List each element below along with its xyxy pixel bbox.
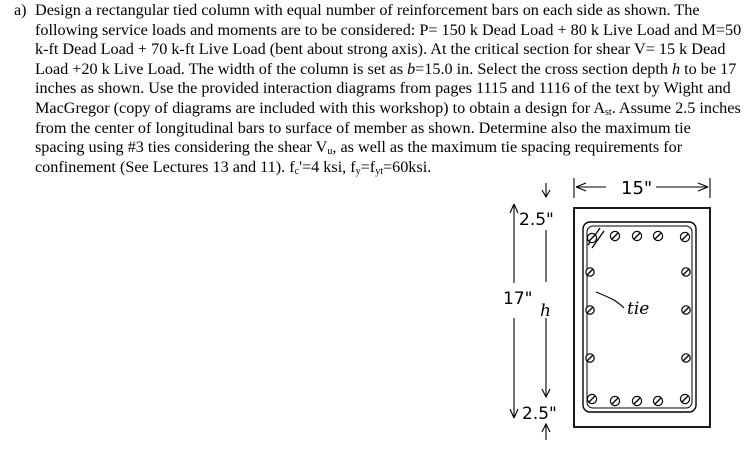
depth-variable-label: h (540, 301, 551, 321)
depth-label: 17" (503, 289, 533, 309)
top-arrow (542, 183, 550, 197)
width-variable: b (407, 59, 416, 78)
fc-subscript: c (294, 165, 300, 177)
text-part-7: =f (360, 157, 376, 176)
tie-leader (596, 292, 624, 308)
text-part-1: Design a rectangular tied column with equal number of reinforcement bars on each side as shown. The following service loads and moments are to be considered: P= 150 k Dead Load + 80 k Live Load and M=50 k-ft Dead Load + 70 k-ft Live Load (bent about strong axis). At the critical section for shear V= 15 k Dead Load +20 k Live Load. The width of the column is set as (35, 1, 742, 78)
text-part-5: , as well as the maximum tie spacing requirements for confinement (See Lectures 13 and 11). f (35, 138, 683, 176)
cover-bottom-label: 2.5" (522, 404, 557, 424)
depth-variable: h (672, 59, 681, 78)
text-part-8: =60ksi. (382, 157, 432, 176)
ast-subscript: st (605, 106, 612, 118)
problem-label: a) (14, 1, 27, 19)
cover-top-label: 2.5" (519, 210, 554, 230)
tie-label: tie (627, 299, 650, 319)
text-part-6: '=4 ksi, f (299, 157, 356, 176)
fy-subscript: y (355, 165, 361, 177)
fyt-subscript: yt (375, 165, 383, 177)
width-label: 15" (621, 178, 653, 199)
vu-subscript: u (327, 146, 333, 158)
text-part-3: to be 17 inches as shown. Use the provided interaction diagrams from pages 1115 and 1116 of the text by Wight and MacGregor (copy of diagrams are included with this workshop) to obtain a design for A (35, 59, 737, 117)
text-part-2: =15.0 in. Select the cross section depth (415, 59, 673, 78)
text-part-4: . Assume 2.5 inches from the center of longitudinal bars to surface of member as shown. Determine also the maximum tie spacing using #3 ties considering the shear V (35, 98, 741, 157)
